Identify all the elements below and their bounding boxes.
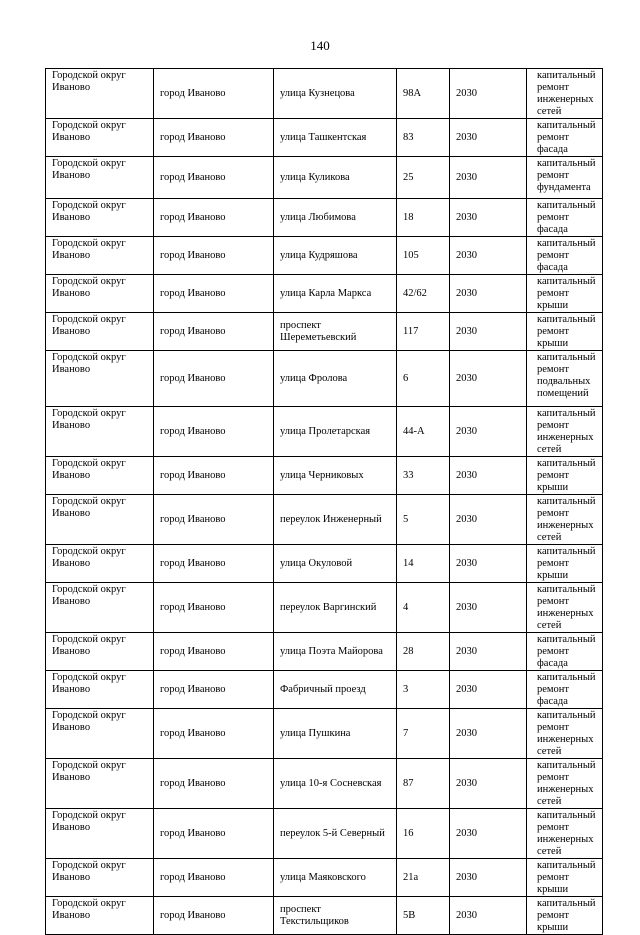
district-cell: Городской округ Иваново [46,313,154,351]
work-type-cell: капитальный ремонт инженерных сетей [527,759,603,809]
work-type-cell: капитальный ремонт инженерных сетей [527,495,603,545]
city-cell: город Иваново [154,633,274,671]
house-number-cell: 117 [397,313,450,351]
work-type-cell: капитальный ремонт инженерных сетей [527,407,603,457]
city-cell: город Иваново [154,457,274,495]
street-cell: улица Окуловой [274,545,397,583]
table-row [46,759,603,809]
district-cell: Городской округ Иваново [46,859,154,897]
district-cell: Городской округ Иваново [46,199,154,237]
table-row [46,545,603,583]
work-type-cell: капитальный ремонт фасада [527,119,603,157]
city-cell: город Иваново [154,809,274,859]
city-cell: город Иваново [154,495,274,545]
house-number-cell: 4 [397,583,450,633]
city-cell: город Иваново [154,237,274,275]
year-cell: 2030 [450,809,527,859]
street-cell: переулок Варгинский [274,583,397,633]
house-number-cell: 21а [397,859,450,897]
street-cell: переулок Инженерный [274,495,397,545]
work-type-cell: капитальный ремонт инженерных сетей [527,69,603,119]
year-cell: 2030 [450,583,527,633]
year-cell: 2030 [450,457,527,495]
street-cell: улица Пушкина [274,709,397,759]
table-row [46,407,603,457]
housing-repair-table [45,68,603,935]
city-cell: город Иваново [154,407,274,457]
year-cell: 2030 [450,545,527,583]
work-type-cell: капитальный ремонт фундамента [527,157,603,199]
city-cell: город Иваново [154,313,274,351]
year-cell: 2030 [450,237,527,275]
work-type-cell: капитальный ремонт фасада [527,633,603,671]
city-cell: город Иваново [154,897,274,935]
street-cell: улица Пролетарская [274,407,397,457]
district-cell: Городской округ Иваново [46,275,154,313]
year-cell: 2030 [450,119,527,157]
table-row [46,709,603,759]
house-number-cell: 16 [397,809,450,859]
street-cell: улица Поэта Майорова [274,633,397,671]
city-cell: город Иваново [154,69,274,119]
city-cell: город Иваново [154,583,274,633]
house-number-cell: 105 [397,237,450,275]
district-cell: Городской округ Иваново [46,119,154,157]
house-number-cell: 98А [397,69,450,119]
city-cell: город Иваново [154,275,274,313]
district-cell: Городской округ Иваново [46,157,154,199]
street-cell: Фабричный проезд [274,671,397,709]
district-cell: Городской округ Иваново [46,897,154,935]
street-cell: улица Кудряшова [274,237,397,275]
year-cell: 2030 [450,709,527,759]
street-cell: улица Карла Маркса [274,275,397,313]
work-type-cell: капитальный ремонт крыши [527,897,603,935]
street-cell: проспект Текстильщиков [274,897,397,935]
district-cell: Городской округ Иваново [46,545,154,583]
year-cell: 2030 [450,407,527,457]
table-row [46,69,603,119]
work-type-cell: капитальный ремонт инженерных сетей [527,809,603,859]
district-cell: Городской округ Иваново [46,633,154,671]
table-row [46,809,603,859]
year-cell: 2030 [450,897,527,935]
district-cell: Городской округ Иваново [46,671,154,709]
year-cell: 2030 [450,351,527,407]
table-row [46,157,603,199]
table-row [46,633,603,671]
table-row [46,237,603,275]
work-type-cell: капитальный ремонт фасада [527,237,603,275]
city-cell: город Иваново [154,119,274,157]
street-cell: переулок 5-й Северный [274,809,397,859]
house-number-cell: 25 [397,157,450,199]
city-cell: город Иваново [154,671,274,709]
work-type-cell: капитальный ремонт крыши [527,313,603,351]
work-type-cell: капитальный ремонт крыши [527,275,603,313]
year-cell: 2030 [450,313,527,351]
district-cell: Городской округ Иваново [46,809,154,859]
year-cell: 2030 [450,275,527,313]
district-cell: Городской округ Иваново [46,237,154,275]
house-number-cell: 6 [397,351,450,407]
street-cell: улица Куликова [274,157,397,199]
house-number-cell: 33 [397,457,450,495]
year-cell: 2030 [450,157,527,199]
district-cell: Городской округ Иваново [46,351,154,407]
district-cell: Городской округ Иваново [46,495,154,545]
street-cell: улица Маяковского [274,859,397,897]
year-cell: 2030 [450,633,527,671]
house-number-cell: 87 [397,759,450,809]
district-cell: Городской округ Иваново [46,709,154,759]
house-number-cell: 28 [397,633,450,671]
work-type-cell: капитальный ремонт инженерных сетей [527,709,603,759]
house-number-cell: 5 [397,495,450,545]
table-row [46,897,603,935]
table-row [46,313,603,351]
table-row [46,859,603,897]
house-number-cell: 7 [397,709,450,759]
year-cell: 2030 [450,671,527,709]
street-cell: улица 10-я Сосневская [274,759,397,809]
house-number-cell: 44-А [397,407,450,457]
year-cell: 2030 [450,859,527,897]
work-type-cell: капитальный ремонт крыши [527,457,603,495]
work-type-cell: капитальный ремонт инженерных сетей [527,583,603,633]
year-cell: 2030 [450,199,527,237]
house-number-cell: 5В [397,897,450,935]
work-type-cell: капитальный ремонт подвальных помещений [527,351,603,407]
district-cell: Городской округ Иваново [46,457,154,495]
city-cell: город Иваново [154,709,274,759]
table-row [46,583,603,633]
house-number-cell: 42/62 [397,275,450,313]
district-cell: Городской округ Иваново [46,69,154,119]
street-cell: улица Любимова [274,199,397,237]
page-number: 140 [310,38,330,53]
city-cell: город Иваново [154,157,274,199]
district-cell: Городской округ Иваново [46,759,154,809]
house-number-cell: 3 [397,671,450,709]
table-row [46,457,603,495]
district-cell: Городской округ Иваново [46,583,154,633]
house-number-cell: 83 [397,119,450,157]
year-cell: 2030 [450,759,527,809]
city-cell: город Иваново [154,859,274,897]
table-row [46,275,603,313]
work-type-cell: капитальный ремонт крыши [527,859,603,897]
year-cell: 2030 [450,69,527,119]
house-number-cell: 14 [397,545,450,583]
work-type-cell: капитальный ремонт крыши [527,545,603,583]
table-row [46,671,603,709]
district-cell: Городской округ Иваново [46,407,154,457]
table-row [46,119,603,157]
street-cell: улица Черниковых [274,457,397,495]
street-cell: проспект Шереметьевский [274,313,397,351]
year-cell: 2030 [450,495,527,545]
table-body [46,69,603,935]
street-cell: улица Ташкентская [274,119,397,157]
work-type-cell: капитальный ремонт фасада [527,671,603,709]
city-cell: город Иваново [154,545,274,583]
table-row [46,495,603,545]
city-cell: город Иваново [154,199,274,237]
street-cell: улица Кузнецова [274,69,397,119]
city-cell: город Иваново [154,759,274,809]
table-row [46,351,603,407]
table-row [46,199,603,237]
street-cell: улица Фролова [274,351,397,407]
house-number-cell: 18 [397,199,450,237]
work-type-cell: капитальный ремонт фасада [527,199,603,237]
city-cell: город Иваново [154,351,274,407]
